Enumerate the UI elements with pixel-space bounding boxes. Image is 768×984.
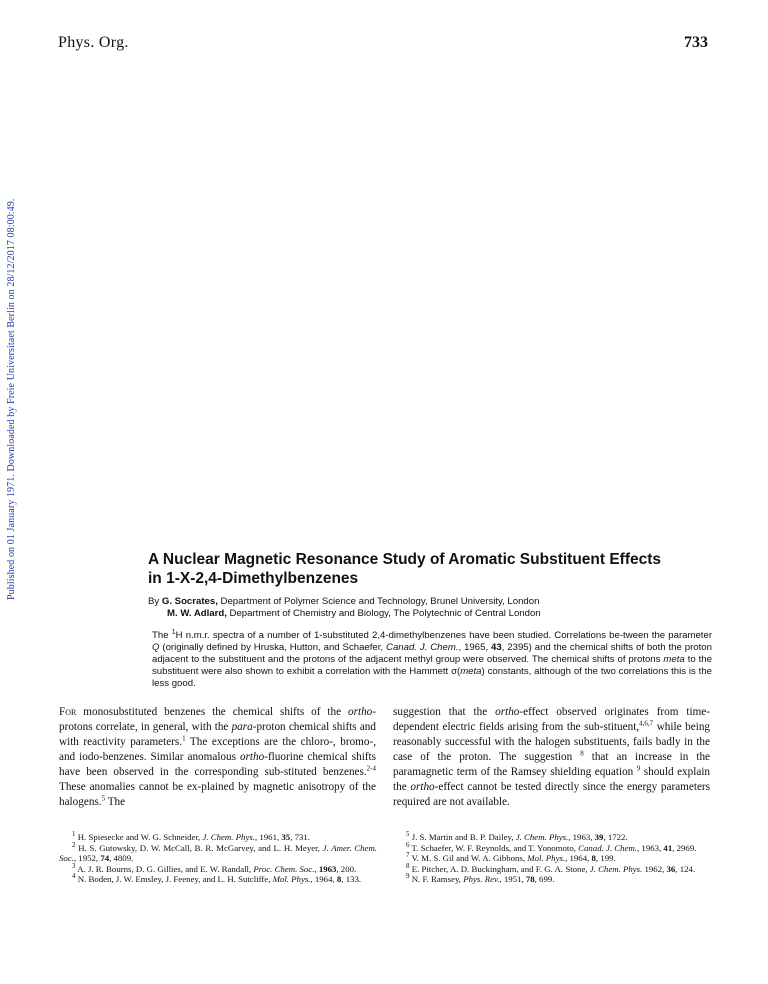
ref-volume: 8 [591, 853, 596, 864]
ref-volume: 39 [594, 832, 604, 842]
body-text: should explain the [393, 766, 711, 793]
ref-journal[interactable]: Mol. Phys. [527, 853, 566, 864]
body-text: that an increase in the paramagnetic term of the Ramsey shielding equation [393, 751, 711, 778]
abstract-superscript: 1 [171, 628, 176, 636]
abstract-journal: Canad. J. Chem. [386, 642, 459, 653]
ref-number: 4 [72, 872, 76, 881]
ref-authors: N. Boden, J. W. Emsley, J. Feeney, and L. H. Sutcliffe, [77, 874, 271, 885]
citation-link[interactable]: 1 [182, 734, 186, 743]
ref-volume: 8 [336, 874, 342, 885]
body-italic: ortho [410, 781, 435, 793]
ref-year: , 1961, [254, 832, 280, 842]
citation-link[interactable]: 9 [636, 764, 641, 773]
ref-pages: , 133. [341, 874, 362, 885]
author-block [148, 596, 728, 620]
ref-year: 1962, [642, 863, 665, 874]
ref-pages: , 200. [336, 863, 357, 874]
citation-link[interactable]: 8 [580, 749, 584, 758]
body-text: -fluorine chemical shifts have been observed in the corresponding sub-stituted benzenes. [59, 751, 376, 778]
ref-authors: H. Spiesecke and W. G. Schneider, [77, 832, 201, 842]
ref-number: 5 [406, 830, 410, 839]
abstract-italic: meta [460, 666, 482, 677]
author-1: G. Socrates, [161, 596, 218, 607]
ref-pages: , 699. [534, 874, 555, 885]
ref-volume: 36 [666, 863, 676, 874]
body-text: suggestion that the [393, 706, 488, 718]
ref-number: 9 [406, 872, 410, 881]
ref-year: , 1964, [310, 874, 335, 885]
ref-pages: , 4809. [109, 853, 134, 864]
ref-journal[interactable]: J. Chem. Phys. [515, 832, 569, 842]
reference-item [393, 853, 711, 864]
affiliation-1: Department of Polymer Science and Technology, Brunel University, London [220, 596, 540, 607]
ref-year: , [314, 863, 317, 874]
citation-link[interactable]: 5 [101, 794, 106, 803]
ref-journal[interactable]: J. Amer. Chem. Soc. [59, 842, 377, 864]
abstract-text: to the substituent were also shown to exhibit a correlation with the Hammett σ( [152, 654, 712, 677]
author-line-1 [148, 596, 728, 608]
ref-authors: V. M. S. Gil and W. A. Gibbons, [411, 853, 526, 864]
ref-number: 1 [72, 830, 76, 839]
reference-item [393, 832, 711, 843]
ref-number: 3 [72, 861, 76, 870]
ref-number: 7 [406, 851, 410, 860]
abstract-text: , 1965, [458, 642, 489, 653]
title-line-2: in 1-X-2,4-Dimethylbenzenes [148, 570, 359, 587]
reference-item [393, 874, 711, 885]
abstract-italic: meta [663, 654, 685, 665]
ref-authors: T. Schaefer, W. F. Reynolds, and T. Yonomoto, [411, 842, 576, 853]
body-text: -effect observed originates from time-dependent electric fields arising from the sub-stituent, [393, 706, 710, 733]
references-left [59, 832, 377, 885]
body-text: The [107, 796, 126, 808]
author-line-2 [148, 608, 728, 620]
abstract-text: ) constants, although of the two correlations this is the less good. [152, 666, 712, 689]
body-column-right [393, 705, 710, 810]
body-text: -protons correlate, in general, with the [59, 706, 377, 733]
ref-journal[interactable]: J. Chem. Phys. [202, 832, 255, 842]
ref-journal[interactable]: Proc. Chem. Soc. [253, 863, 315, 874]
download-sidebar-note [0, 0, 24, 984]
ref-pages: , 124. [675, 863, 696, 874]
ref-year: , 1964, [565, 853, 590, 864]
ref-volume: 35 [281, 832, 291, 842]
ref-journal[interactable]: Mol. Phys. [272, 874, 311, 885]
journal-name: Phys. Org. [58, 34, 129, 51]
ref-volume: 74 [100, 853, 110, 864]
body-italic: ortho [239, 751, 265, 763]
drop-word: For [59, 706, 77, 718]
reference-item [59, 832, 377, 843]
abstract-text: (originally defined by Hruska, Hutton, and Schaefer, [162, 642, 384, 653]
abstract-volume: 43 [491, 642, 502, 653]
ref-number: 6 [406, 840, 410, 849]
author-2: M. W. Adlard, [167, 608, 227, 619]
ref-pages: , 2969. [672, 842, 697, 853]
ref-authors: H. S. Gutowsky, D. W. McCall, B. R. McGarvey, and L. H. Meyer, [78, 842, 320, 853]
ref-journal[interactable]: J. Chem. Phys. [589, 863, 643, 874]
reference-item [59, 861, 377, 875]
ref-year: , 1963, [637, 842, 662, 853]
ref-authors: N. F. Ramsey, [411, 874, 462, 885]
abstract [152, 630, 712, 690]
ref-journal[interactable]: Canad. J. Chem. [578, 842, 638, 853]
by-label: By [148, 596, 160, 607]
ref-year: , 1952, [73, 853, 99, 864]
references-right [393, 832, 711, 885]
body-italic: ortho [348, 706, 373, 718]
abstract-italic: Q [152, 642, 160, 653]
body-text: -proton chemical shifts and with reactivity parameters. [59, 721, 376, 748]
ref-authors: J. S. Martin and B. P. Dailey, [411, 832, 514, 842]
sidebar-text[interactable]: Published on 01 January 1971. Downloaded by Freie Universitaet Berlin on 28/12/2017 08:00:49. [6, 198, 17, 600]
ref-pages: , 731. [290, 832, 310, 842]
ref-authors: E. Pitcher, A. D. Buckingham, and F. G. A. Stone, [411, 863, 588, 874]
reference-item [393, 840, 711, 854]
ref-number: 8 [406, 861, 410, 870]
reference-item [393, 861, 711, 875]
reference-item [59, 840, 377, 864]
reference-item [59, 874, 377, 885]
article-title [148, 550, 718, 588]
citation-link[interactable]: 2-4 [366, 764, 376, 773]
abstract-text: , 2395) and the chemical shifts of both the proton adjacent to the substituent and the protons of the adjacent methyl group were observed. The chemical shifts of protons [152, 642, 712, 665]
abstract-text: H n.m.r. spectra of a number of 1-substituted 2,4-dimethylbenzenes have been studied. Correlations be-tween the parameter [175, 630, 713, 641]
body-text: The exceptions are the chloro-, bromo-, and iodo-benzenes. Similar anomalous [59, 736, 376, 763]
ref-authors: A. J. R. Bourns, D. G. Gillies, and E. W. Randall, [77, 863, 252, 874]
ref-pages: , 199. [595, 853, 616, 864]
abstract-text: The [152, 630, 169, 641]
ref-journal[interactable]: Phys. Rev. [463, 874, 500, 885]
body-italic: ortho [495, 706, 520, 718]
page-number: 733 [684, 34, 708, 51]
body-text: monosubstituted benzenes the chemical shifts of the [83, 706, 342, 718]
ref-pages: , 1722. [603, 832, 628, 842]
ref-volume: 41 [663, 842, 673, 853]
body-italic: para [231, 721, 253, 733]
ref-volume: 1963 [318, 863, 337, 874]
body-text: while being reasonably successful with the halogen substituents, fails badly in the case of the proton. The suggestion [393, 721, 711, 763]
ref-number: 2 [72, 840, 76, 849]
affiliation-2: Department of Chemistry and Biology, The Polytechnic of Central London [229, 608, 541, 619]
title-line-1: A Nuclear Magnetic Resonance Study of Aromatic Substituent Effects [148, 551, 662, 568]
body-column-left [59, 705, 376, 810]
ref-year: , 1963, [568, 832, 593, 842]
body-text: -effect cannot be tested directly since the energy parameters required are not available. [393, 781, 711, 808]
citation-link[interactable]: 4,6,7 [639, 719, 654, 728]
ref-volume: 78 [525, 874, 535, 885]
body-text: These anomalies cannot be ex-plained by magnetic anisotropy of the halogens. [59, 781, 376, 808]
ref-year: , 1951, [499, 874, 524, 885]
